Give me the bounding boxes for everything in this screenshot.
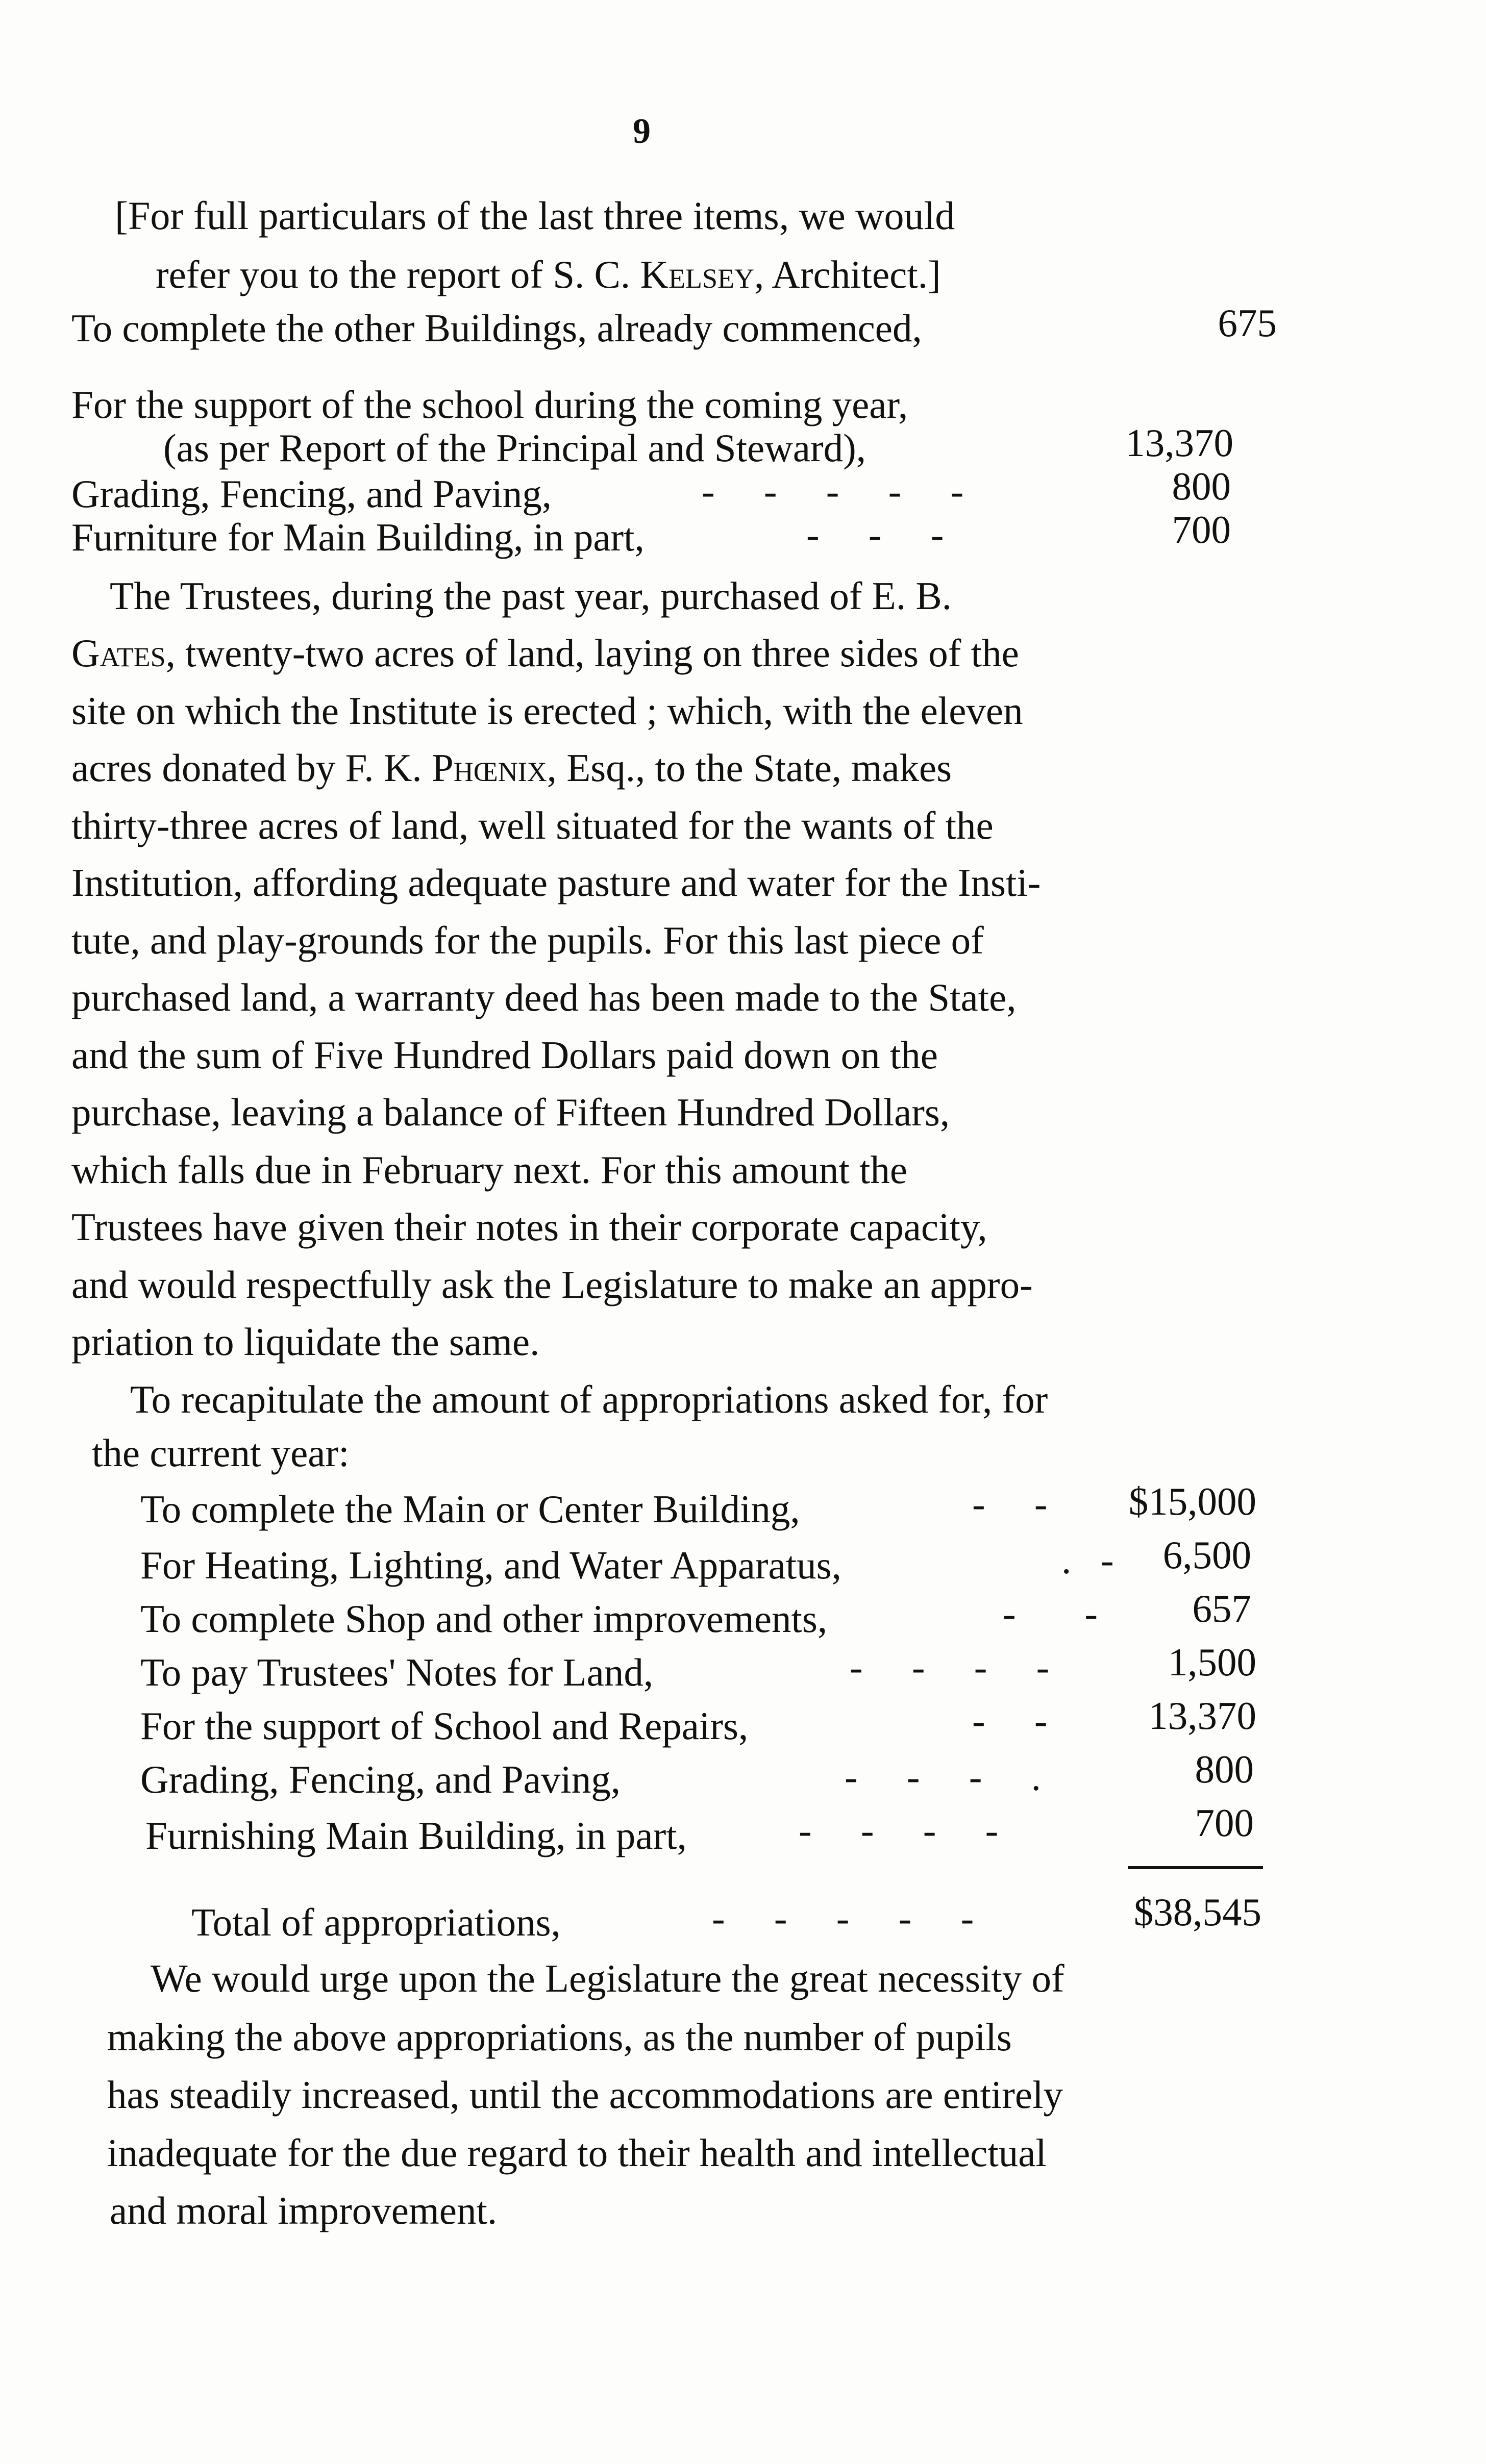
paragraph-1-line: site on which the Institute is erected ; which, with the eleven (71, 689, 1023, 733)
estimate-item-amount: 700 (1172, 508, 1231, 551)
recap-item-label: For Heating, Lighting, and Water Apparatus, (140, 1543, 841, 1587)
recap-item-amount: $15,000 (1128, 1479, 1256, 1523)
estimate-item-leader: - - - (806, 513, 944, 557)
estimate-item-label: To complete the other Buildings, already commenced, (71, 306, 922, 350)
recap-item-label: To pay Trustees' Notes for Land, (140, 1650, 654, 1694)
recap-item-amount: 6,500 (1162, 1533, 1251, 1577)
paragraph-1-text: acres donated by F. K. (71, 746, 422, 790)
estimate-item-label: Furniture for Main Building, in part, (71, 515, 645, 559)
recap-item-amount: 657 (1192, 1587, 1251, 1630)
recap-item-leader: - - - . (845, 1755, 1041, 1799)
recap-item-label: To complete the Main or Center Building, (140, 1487, 800, 1531)
recap-item-amount: 800 (1195, 1747, 1254, 1791)
estimate-item-leader: - - - - - (702, 469, 964, 513)
recap-item-leader: . - (1061, 1538, 1114, 1582)
paragraph-2-line: has steadily increased, until the accommodations are entirely (107, 2073, 1063, 2117)
paragraph-2-line: making the above appropriations, as the number of pupils (107, 2015, 1012, 2059)
note-line-2-text: refer you to the report of S. C. (156, 253, 631, 296)
recap-item-label: Furnishing Main Building, in part, (145, 1814, 687, 1857)
paragraph-1-text: , twenty-two acres of land, laying on three sides of the (165, 631, 1019, 675)
paragraph-1-line (71, 628, 1240, 677)
paragraph-1-line: priation to liquidate the same. (71, 1320, 540, 1364)
paragraph-1-line: thirty-three acres of land, well situated for the wants of the (71, 803, 994, 847)
estimate-item-label: For the support of the school during the coming year, (71, 383, 908, 426)
donor-name: Phœnix (431, 746, 547, 790)
recap-intro-line: the current year: (92, 1431, 350, 1475)
recap-item-leader: - - (972, 1699, 1048, 1743)
estimate-item-amount: 13,370 (1125, 421, 1233, 465)
paragraph-1-line: purchased land, a warranty deed has been made to the State, (71, 975, 1017, 1019)
seller-name: Gates (71, 631, 166, 675)
paragraph-2-line: We would urge upon the Legislature the great necessity of (151, 1956, 1064, 2000)
paragraph-1-line: and the sum of Five Hundred Dollars paid down on the (71, 1033, 938, 1077)
paragraph-1-line: purchase, leaving a balance of Fifteen Hundred Dollars, (71, 1090, 950, 1134)
total-label: Total of appropriations, (191, 1900, 561, 1944)
recap-item-amount: 1,500 (1168, 1640, 1256, 1684)
recap-item-leader: - - - - (850, 1645, 1050, 1689)
note-line-2-tail: , Architect.] (754, 253, 941, 296)
total-leader: - - - - - (712, 1896, 974, 1940)
recap-item-leader: - - - - (799, 1808, 999, 1852)
page-number: 9 (633, 112, 651, 151)
recap-item-leader: - - (1003, 1592, 1098, 1636)
paragraph-1-text: The Trustees, during the past year, purchased of E. B. (110, 574, 952, 618)
paragraph-1-line: Trustees have given their notes in their corporate capacity, (71, 1205, 987, 1249)
note-line-2 (156, 250, 941, 299)
recap-item-label: Grading, Fencing, and Paving, (140, 1757, 621, 1801)
paragraph-1-text: , Esq., to the State, makes (547, 746, 952, 790)
architect-name: Kelsey (640, 253, 755, 296)
paragraph-1-line (110, 571, 1240, 620)
paragraph-1-line (71, 743, 952, 792)
recap-intro-line: To recapitulate the amount of appropriations asked for, for (130, 1377, 1048, 1421)
paragraph-1-line: Institution, affording adequate pasture and water for the Insti- (71, 861, 1041, 904)
paragraph-1-line: tute, and play-grounds for the pupils. For this last piece of (71, 918, 984, 962)
recap-item-label: For the support of School and Repairs, (140, 1704, 749, 1748)
recap-item-amount: 13,370 (1148, 1694, 1256, 1738)
estimate-item-label: Grading, Fencing, and Paving, (71, 472, 552, 516)
recap-item-leader: - - (972, 1482, 1048, 1526)
paragraph-1-line: and would respectfully ask the Legislature to make an appro- (71, 1263, 1033, 1306)
total-amount: $38,545 (1133, 1890, 1261, 1934)
note-line-1: [For full particulars of the last three items, we would (115, 193, 955, 238)
paragraph-1-line: which falls due in February next. For this amount the (71, 1148, 908, 1192)
paragraph-2-line: and moral improvement. (110, 2189, 498, 2232)
estimate-item-label: (as per Report of the Principal and Steward), (163, 426, 866, 470)
recap-item-label: To complete Shop and other improvements, (140, 1597, 828, 1641)
estimate-item-amount: 675 (1218, 301, 1277, 345)
sum-rule (1128, 1866, 1263, 1869)
paragraph-2-line: inadequate for the due regard to their health and intellectual (107, 2131, 1047, 2175)
estimate-item-amount: 800 (1172, 464, 1231, 508)
recap-item-amount: 700 (1195, 1801, 1254, 1845)
